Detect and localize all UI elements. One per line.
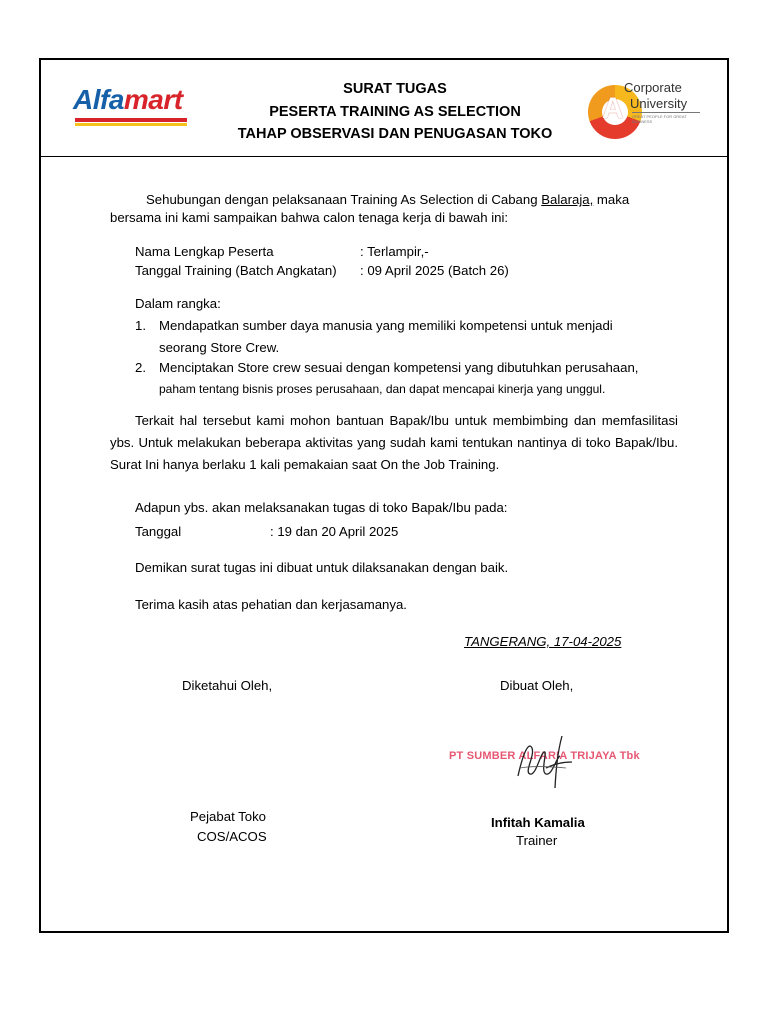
field-label-name: Nama Lengkap Peserta: [135, 244, 274, 259]
closing-line-1: Demikan surat tugas ini dibuat untuk dilaksanakan dengan baik.: [135, 560, 509, 575]
intro-line-2: bersama ini kami sampaikan bahwa calon tenaga kerja di bawah ini:: [110, 210, 509, 225]
place-date: TANGERANG, 17-04-2025: [464, 634, 622, 649]
document-subtitle: PESERTA TRAINING AS SELECTION: [269, 104, 521, 120]
purpose-item-1-line2: seorang Store Crew.: [159, 340, 280, 355]
request-paragraph: Terkait hal tersebut kami mohon bantuan Bapak/Ibu untuk membimbing dan memfasilitasi ybs. Untuk melakukan beberapa aktivitas yang sudah kami tentukan nantinya di toko Bapak/Ibu. Surat Ini hanya berlaku 1 kali pemakaian saat On the Job Training.: [110, 413, 678, 472]
assignment-date-value: : 19 dan 20 April 2025: [270, 524, 399, 539]
field-value-training: : 09 April 2025 (Batch 26): [360, 263, 509, 278]
sign-left-role: COS/ACOS: [197, 829, 267, 844]
alfamart-logo: [73, 85, 189, 129]
closing-line-2: Terima kasih atas pehatian dan kerjasamanya.: [135, 597, 407, 612]
company-stamp: PT SUMBER ALFARIA TRIJAYA Tbk: [449, 750, 640, 762]
branch-name: Balaraja,: [541, 192, 594, 207]
logo-mart-text: mart: [123, 84, 183, 115]
sign-left-label: Diketahui Oleh,: [182, 678, 273, 693]
document-title: SURAT TUGAS: [343, 81, 447, 97]
assignment-intro: Adapun ybs. akan melaksanakan tugas di toko Bapak/Ibu pada:: [135, 500, 508, 515]
purpose-num-2: 2.: [135, 360, 146, 375]
intro-line-1: Sehubungan dengan pelaksanaan Training As Selection di Cabang Balaraja, maka: [146, 192, 630, 207]
purpose-num-1: 1.: [135, 318, 146, 333]
sign-right-label: Dibuat Oleh,: [500, 678, 574, 693]
sign-right-name: Infitah Kamalia: [491, 815, 585, 830]
corporate-university-logo: [586, 80, 706, 142]
logo-yellow-stripe: [75, 123, 187, 126]
assignment-date-label: Tanggal: [135, 524, 182, 539]
cu-line2: University: [630, 96, 688, 111]
logo-alfa-text: Alfa: [73, 84, 124, 115]
cu-line1: Corporate: [624, 80, 682, 95]
purpose-item-2-line2: paham tentang bisnis proses perusahaan, dan dapat mencapai kinerja yang unggul.: [159, 382, 606, 396]
logo-red-stripe: [75, 118, 187, 122]
document-frame: [39, 58, 729, 933]
purpose-item-2-line1: Menciptakan Store crew sesuai dengan kompetensi yang dibutuhkan perusahaan,: [159, 360, 639, 375]
signature-image: [500, 728, 580, 798]
sign-left-name: Pejabat Toko: [190, 809, 267, 824]
sign-right-role: Trainer: [516, 833, 558, 848]
purpose-heading: Dalam rangka:: [135, 296, 221, 311]
cu-letter: A: [602, 92, 624, 125]
document-subtitle-2: TAHAP OBSERVASI DAN PENUGASAN TOKO: [237, 126, 553, 142]
field-value-name: : Terlampir,-: [360, 244, 429, 259]
field-label-training: Tanggal Training (Batch Angkatan): [135, 263, 337, 278]
purpose-item-1-line1: Mendapatkan sumber daya manusia yang memiliki kompetensi untuk menjadi: [159, 318, 613, 333]
header-divider: [39, 156, 729, 157]
cu-tagline: GREAT PEOPLE FOR GREAT BUSINESS: [632, 114, 687, 124]
